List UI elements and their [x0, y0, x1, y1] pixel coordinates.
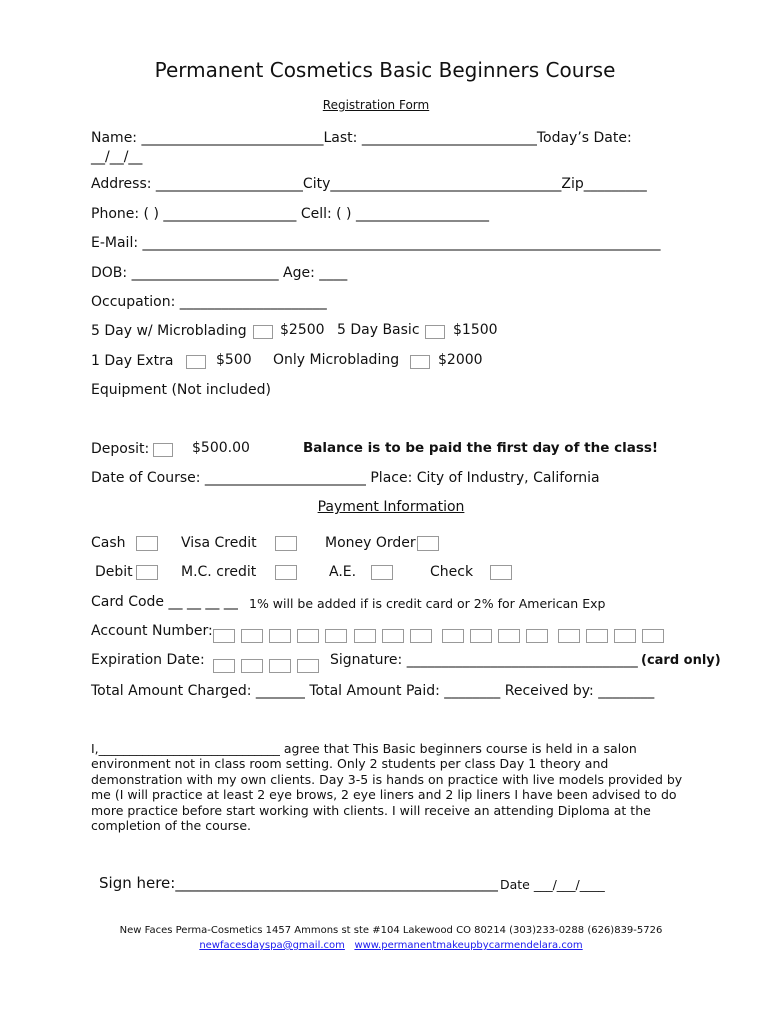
course-options-row-1 [91, 322, 247, 340]
account-number-boxes [213, 626, 670, 645]
surcharge-note: 1% will be added if is credit card or 2% for American Exp [249, 596, 606, 611]
agreement-text: I,_____________________________ agree that This Basic beginners course is held in a salon environment not in class room setting. Only 2 students per class Day 1 theory and demonstration with my own clients. Day 3-5 is hands on practice with live models provided by me (I will practice at least 2 eye brows, 2 eye liners and 2 lip liners I have been advised to do more practice before start working with clients. I will receive an attending Diploma at the completion of the course. [91, 741, 683, 834]
five-day-micro-checkbox[interactable] [253, 325, 273, 339]
form-subtitle: Registration Form [322, 98, 430, 112]
account-digit-box[interactable] [614, 629, 636, 643]
check-label: Check [430, 564, 474, 580]
money-order-checkbox[interactable] [417, 536, 439, 551]
footer-website-link[interactable]: www.permanentmakeupbycarmendelara.com [354, 940, 583, 951]
only-micro-checkbox[interactable] [410, 355, 430, 369]
address-field[interactable]: Address: _____________________ [91, 176, 303, 192]
deposit-label: Deposit: [91, 441, 150, 457]
five-day-basic-label: 5 Day Basic [337, 322, 420, 338]
course-place: Place: City of Industry, California [370, 470, 600, 486]
deposit-checkbox[interactable] [153, 443, 173, 457]
occupation-field[interactable]: Occupation: _____________________ [91, 294, 327, 310]
account-number-label: Account Number: [91, 623, 213, 639]
dob-field[interactable]: DOB: _____________________ [91, 265, 279, 281]
one-day-extra-label: 1 Day Extra [91, 353, 174, 369]
card-code-field[interactable]: Card Code __ __ __ __ [91, 594, 238, 610]
check-checkbox[interactable] [490, 565, 512, 580]
account-digit-box[interactable] [241, 629, 263, 643]
sign-date-field[interactable]: Date ___/___/____ [500, 877, 605, 892]
phone-row [91, 205, 489, 223]
cash-label: Cash [91, 535, 126, 551]
account-digit-box[interactable] [558, 629, 580, 643]
money-order-label: Money Order [325, 535, 416, 551]
expiration-digit-box[interactable] [269, 659, 291, 673]
five-day-basic-price: $1500 [453, 322, 498, 338]
five-day-micro-price: $2500 [280, 322, 325, 338]
visa-checkbox[interactable] [275, 536, 297, 551]
account-digit-box[interactable] [442, 629, 464, 643]
five-day-micro-label: 5 Day w/ Microblading [91, 323, 247, 339]
dob-row [91, 264, 347, 282]
page-title: Permanent Cosmetics Basic Beginners Course [154, 58, 616, 82]
today-date-label: Today’s Date: [536, 130, 632, 146]
account-digit-box[interactable] [526, 629, 548, 643]
only-micro-price: $2000 [438, 352, 483, 368]
one-day-extra-checkbox[interactable] [186, 355, 206, 369]
account-digit-box[interactable] [213, 629, 235, 643]
balance-note: Balance is to be paid the first day of the class! [303, 440, 659, 456]
ae-label: A.E. [329, 564, 357, 580]
cash-checkbox[interactable] [136, 536, 158, 551]
footer-links [0, 938, 770, 953]
account-digit-box[interactable] [269, 629, 291, 643]
expiration-boxes [213, 656, 325, 675]
mc-checkbox[interactable] [275, 565, 297, 580]
account-digit-box[interactable] [325, 629, 347, 643]
zip-field[interactable]: Zip_________ [561, 176, 647, 192]
course-date-row [91, 469, 600, 487]
debit-checkbox[interactable] [136, 565, 158, 580]
card-only-note: (card only) [641, 653, 721, 668]
debit-label: Debit [95, 564, 133, 580]
expiration-label: Expiration Date: [91, 652, 205, 668]
payment-heading: Payment Information [317, 499, 465, 515]
footer-email-link[interactable]: newfacesdayspa@gmail.com [199, 940, 345, 951]
deposit-amount: $500.00 [192, 440, 250, 456]
last-field[interactable]: Last: _________________________ [323, 130, 537, 146]
email-field[interactable]: E-Mail: __________________________________________________________________________ [91, 235, 661, 251]
mc-label: M.C. credit [181, 564, 257, 580]
account-digit-box[interactable] [354, 629, 376, 643]
ae-checkbox[interactable] [371, 565, 393, 580]
expiration-digit-box[interactable] [241, 659, 263, 673]
name-field[interactable]: Name: __________________________ [91, 130, 324, 146]
footer-address: New Faces Perma-Cosmetics 1457 Ammons st ste #104 Lakewood CO 80214 (303)233-0288 (626)839-5726 [119, 925, 663, 936]
account-digit-box[interactable] [297, 629, 319, 643]
signature-field[interactable]: Signature: _________________________________ [330, 652, 638, 668]
name-row [91, 129, 632, 147]
account-digit-box[interactable] [470, 629, 492, 643]
phone-field[interactable]: Phone: ( ) ___________________ [91, 206, 297, 222]
one-day-extra-price: $500 [216, 352, 252, 368]
today-date-field[interactable]: __/__/__ [91, 149, 143, 165]
visa-label: Visa Credit [181, 535, 257, 551]
account-digit-box[interactable] [586, 629, 608, 643]
totals-row[interactable]: Total Amount Charged: _______ Total Amount Paid: ________ Received by: ________ [91, 683, 655, 699]
city-field[interactable]: City_________________________________ [302, 176, 562, 192]
cell-field[interactable]: Cell: ( ) ___________________ [300, 206, 489, 222]
account-digit-box[interactable] [642, 629, 664, 643]
sign-here-field[interactable]: Sign here:___________________________________________ [99, 874, 498, 892]
equipment-note: Equipment (Not included) [91, 382, 271, 398]
account-digit-box[interactable] [382, 629, 404, 643]
only-micro-label: Only Microblading [273, 352, 400, 368]
course-date-field[interactable]: Date of Course: _______________________ [91, 470, 366, 486]
footer [0, 923, 770, 953]
five-day-basic-checkbox[interactable] [425, 325, 445, 339]
expiration-digit-box[interactable] [213, 659, 235, 673]
age-field[interactable]: Age: ____ [283, 265, 348, 281]
account-digit-box[interactable] [498, 629, 520, 643]
address-row [91, 175, 647, 193]
expiration-digit-box[interactable] [297, 659, 319, 673]
account-digit-box[interactable] [410, 629, 432, 643]
